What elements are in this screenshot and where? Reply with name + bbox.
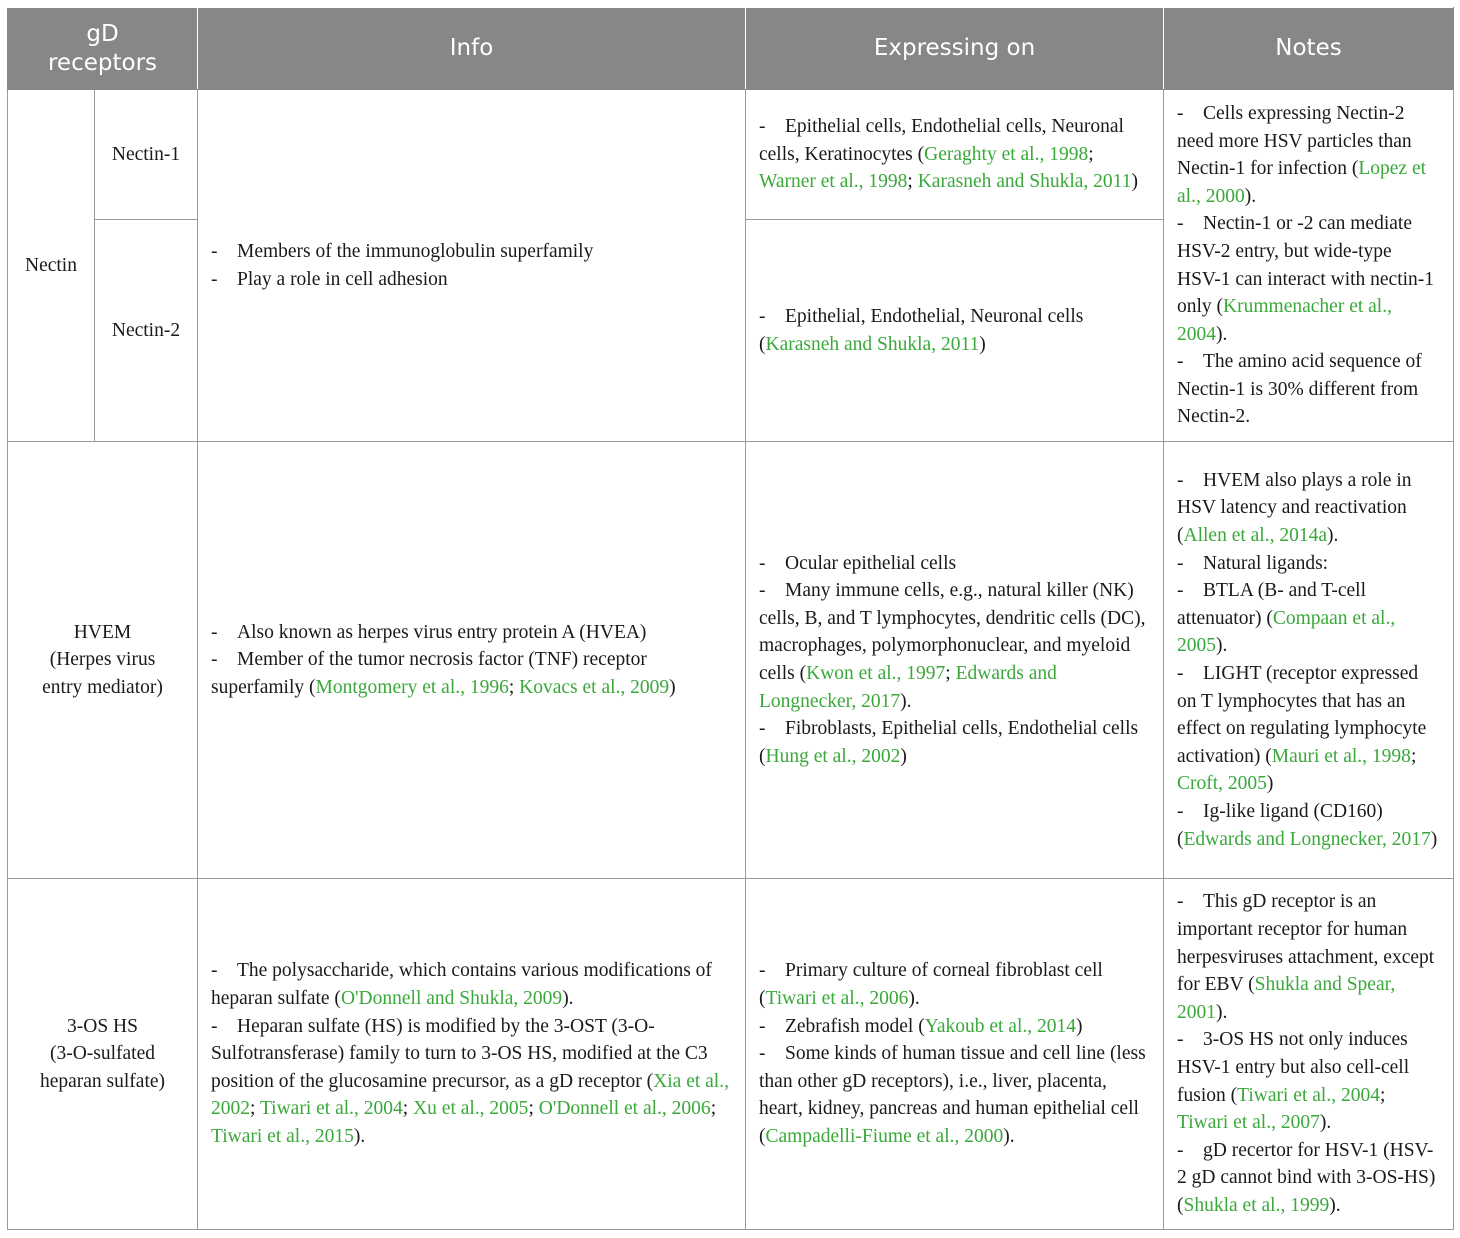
bullet-item [1177, 577, 1440, 660]
bullet-item [1177, 550, 1440, 578]
text-run: ) [979, 333, 986, 355]
bullet-item [759, 550, 1150, 578]
bullet-item [1177, 888, 1440, 1026]
text-run: - Also known as herpes virus entry protein A (HVEA) [211, 621, 647, 643]
citation-link[interactable]: Edwards and Longnecker, 2017 [759, 663, 1057, 712]
receptor-name-nectin-1: Nectin-1 [95, 90, 198, 220]
citation-link[interactable]: Mauri et al., 1998 [1271, 745, 1411, 767]
receptor-abbrev: 3-OS HS [67, 1015, 138, 1037]
citation-link[interactable]: Tiwari et al., 2006 [765, 988, 909, 1010]
citation-link[interactable]: Krummenacher et al., 2004 [1177, 296, 1392, 345]
text-run: ; [528, 1098, 539, 1120]
citation-link[interactable]: Karasneh and Shukla, 2011 [765, 333, 980, 355]
text-run: - Some kinds of human tissue and cell line (less than other gD receptors), i.e., liver, placenta, heart, kidney, pancreas and human epithelial cell ( [759, 1043, 1146, 1147]
bullet-item [759, 303, 1150, 358]
citation-link[interactable]: Croft, 2005 [1177, 773, 1267, 795]
text-run: ; [402, 1098, 414, 1120]
text-run: - Many immune cells, e.g., natural killer (NK) cells, B, and T lymphocytes, dendritic cells (DC), macrophages, polymorphonuclear, and myeloid cells ( [759, 580, 1146, 684]
header-receptors: gD receptors [8, 8, 198, 90]
header-notes: Notes [1164, 8, 1454, 90]
text-run: - This gD receptor is an important receptor for human herpesviruses attachment, except for EBV ( [1177, 891, 1435, 996]
table-row-nectin-1 [8, 90, 1454, 220]
bullet-item [1177, 467, 1440, 550]
citation-link[interactable]: Tiwari et al., 2004 [1237, 1084, 1380, 1106]
receptor-abbrev: HVEM [73, 621, 132, 643]
text-run: ) [1430, 828, 1438, 850]
expressing-nectin-2 [746, 220, 1164, 442]
bullet-item [759, 113, 1150, 196]
text-run: ). [1319, 1112, 1332, 1134]
text-run: ). [1329, 1194, 1341, 1216]
text-run: - Ig-like ligand (CD160) ( [1177, 800, 1383, 850]
table-row-3-os-hs [8, 879, 1454, 1230]
header-row [8, 8, 1454, 90]
citation-link[interactable]: Shukla and Spear, 2001 [1177, 974, 1396, 1023]
expressing-3-os-hs [746, 879, 1164, 1230]
bullet-item [1177, 1137, 1440, 1220]
bullet-item [211, 619, 732, 647]
text-run: - Ocular epithelial cells [759, 552, 957, 574]
text-run: ). [1003, 1125, 1015, 1147]
info-hvem [198, 442, 746, 879]
text-run: ) [1266, 773, 1274, 795]
bullet-item [211, 1013, 732, 1151]
notes-nectin [1164, 90, 1454, 442]
text-run: - The polysaccharide, which contains various modifications of heparan sulfate ( [211, 960, 712, 1010]
citation-link[interactable]: Montgomery et al., 1996 [315, 676, 509, 698]
citation-link[interactable]: Karasneh and Shukla, 2011 [917, 171, 1132, 193]
bullet-item [1177, 660, 1440, 798]
text-run: - Epithelial cells, Endothelial cells, Neuronal cells, Keratinocytes ( [759, 116, 1124, 165]
bullet-item [759, 1013, 1150, 1041]
citation-link[interactable]: Tiwari et al., 2015 [211, 1125, 354, 1147]
text-run: ). [1244, 185, 1257, 207]
citation-link[interactable]: Xu et al., 2005 [413, 1098, 529, 1120]
table-row-hvem [8, 442, 1454, 879]
text-run: ). [1327, 525, 1339, 547]
bullet-item [1177, 210, 1440, 348]
bullet-item [211, 646, 732, 701]
info-nectin [198, 90, 746, 442]
citation-link[interactable]: Yakoub et al., 2014 [924, 1015, 1077, 1037]
text-run: - BTLA (B- and T-cell attenuator) ( [1177, 580, 1367, 629]
text-run: - Members of the immunoglobulin superfamily [211, 240, 594, 262]
bullet-item [211, 238, 732, 266]
bullet-item [1177, 348, 1440, 431]
text-run: ). [562, 988, 574, 1010]
citation-link[interactable]: Allen et al., 2014a [1183, 525, 1327, 547]
text-run: ; [1379, 1084, 1386, 1106]
gd-receptors-table [7, 7, 1454, 1230]
receptor-name-hvem [8, 442, 198, 879]
receptor-name-nectin: Nectin [8, 90, 95, 442]
text-run: ). [1216, 323, 1228, 345]
text-run: ; [1410, 745, 1417, 767]
bullet-item [759, 577, 1150, 715]
text-run: ). [353, 1125, 366, 1147]
expressing-hvem [746, 442, 1164, 879]
text-run: - Fibroblasts, Epithelial cells, Endothelial cells ( [759, 718, 1139, 767]
text-run: ) [900, 745, 907, 767]
receptor-full-name: (3-O-sulfated heparan sulfate) [39, 1043, 166, 1092]
receptor-name-3-os-hs [8, 879, 198, 1230]
text-run: - Primary culture of corneal fibroblast cell ( [759, 960, 1103, 1010]
text-run: - 3-OS HS not only induces HSV-1 entry but also cell-cell fusion ( [1177, 1029, 1410, 1106]
text-run: ; [945, 663, 956, 684]
notes-3-os-hs [1164, 879, 1454, 1230]
text-run: ). [1216, 635, 1228, 657]
text-run: - HVEM also plays a role in HSV latency and reactivation ( [1177, 469, 1412, 547]
text-run: - Cells expressing Nectin-2 need more HSV particles than Nectin-1 for infection ( [1177, 102, 1412, 180]
text-run: - The amino acid sequence of Nectin-1 is 30% different from Nectin-2. [1177, 351, 1422, 428]
citation-link[interactable]: Shukla et al., 1999 [1183, 1194, 1330, 1216]
receptor-full-name: (Herpes virus entry mediator) [42, 649, 163, 698]
bullet-item [1177, 798, 1440, 853]
bullet-item [759, 715, 1150, 770]
citation-link[interactable]: Kovacs et al., 2009 [519, 676, 670, 698]
text-run: - gD recertor for HSV-1 (HSV-2 gD cannot bind with 3-OS-HS) ( [1177, 1139, 1436, 1216]
text-run: ) [1131, 171, 1138, 193]
citation-link[interactable]: Tiwari et al., 2007 [1177, 1112, 1320, 1134]
text-run: ) [1076, 1015, 1083, 1037]
text-run: - Member of the tumor necrosis factor (TNF) receptor superfamily ( [211, 649, 647, 698]
citation-link[interactable]: Geraghty et al., 1998 [924, 143, 1089, 165]
citation-link[interactable]: Campadelli-Fiume et al., 2000 [765, 1125, 1004, 1147]
text-run: ; [250, 1098, 260, 1120]
bullet-item [759, 957, 1150, 1012]
bullet-item [1177, 1026, 1440, 1136]
text-run: ). [1216, 1001, 1228, 1023]
text-run: - Zebrafish model ( [759, 1015, 925, 1037]
text-run: ; [508, 676, 520, 698]
text-run: ; [907, 171, 918, 193]
notes-hvem [1164, 442, 1454, 879]
citation-link[interactable]: Hung et al., 2002 [765, 745, 901, 767]
citation-link[interactable]: Kwon et al., 1997 [806, 663, 946, 684]
citation-link[interactable]: Warner et al., 1998 [759, 171, 908, 193]
citation-link[interactable]: Tiwari et al., 2004 [259, 1098, 403, 1120]
text-run: ) [669, 676, 676, 698]
citation-link[interactable]: O'Donnell and Shukla, 2009 [340, 988, 563, 1010]
text-run: - Heparan sulfate (HS) is modified by the 3-OST (3-O-Sulfotransferase) family to turn to 3-OS HS, modified at the C3 position of the glucosamine precursor, as a gD receptor ( [211, 1015, 708, 1092]
text-run: ; [710, 1098, 717, 1120]
citation-link[interactable]: Lopez et al., 2000 [1177, 158, 1427, 207]
bullet-item [211, 957, 732, 1012]
text-run: - Play a role in cell adhesion [211, 268, 448, 290]
citation-link[interactable]: Compaan et al., 2005 [1177, 607, 1396, 657]
text-run: ). [908, 988, 920, 1010]
header-info: Info [198, 8, 746, 90]
text-run: ). [900, 690, 912, 712]
text-run: - Natural ligands: [1177, 552, 1329, 574]
text-run: - LIGHT (receptor expressed on T lymphocytes that has an effect on regulating lymphocyte activation) ( [1177, 663, 1427, 767]
text-run: ; [1088, 143, 1094, 165]
text-run: - Nectin-1 or -2 can mediate HSV-2 entry, but wide-type HSV-1 can interact with nectin-1 only ( [1177, 213, 1435, 318]
citation-link[interactable]: Xia et al., 2002 [211, 1070, 729, 1120]
header-expressing: Expressing on [746, 8, 1164, 90]
bullet-item [211, 266, 732, 294]
bullet-item [759, 1040, 1150, 1150]
citation-link[interactable]: Edwards and Longnecker, 2017 [1183, 828, 1431, 850]
text-run: - Epithelial, Endothelial, Neuronal cells ( [759, 305, 1084, 355]
citation-link[interactable]: O'Donnell et al., 2006 [538, 1098, 711, 1120]
bullet-item [1177, 100, 1440, 210]
receptor-name-nectin-2: Nectin-2 [95, 220, 198, 442]
info-3-os-hs [198, 879, 746, 1230]
expressing-nectin-1 [746, 90, 1164, 220]
